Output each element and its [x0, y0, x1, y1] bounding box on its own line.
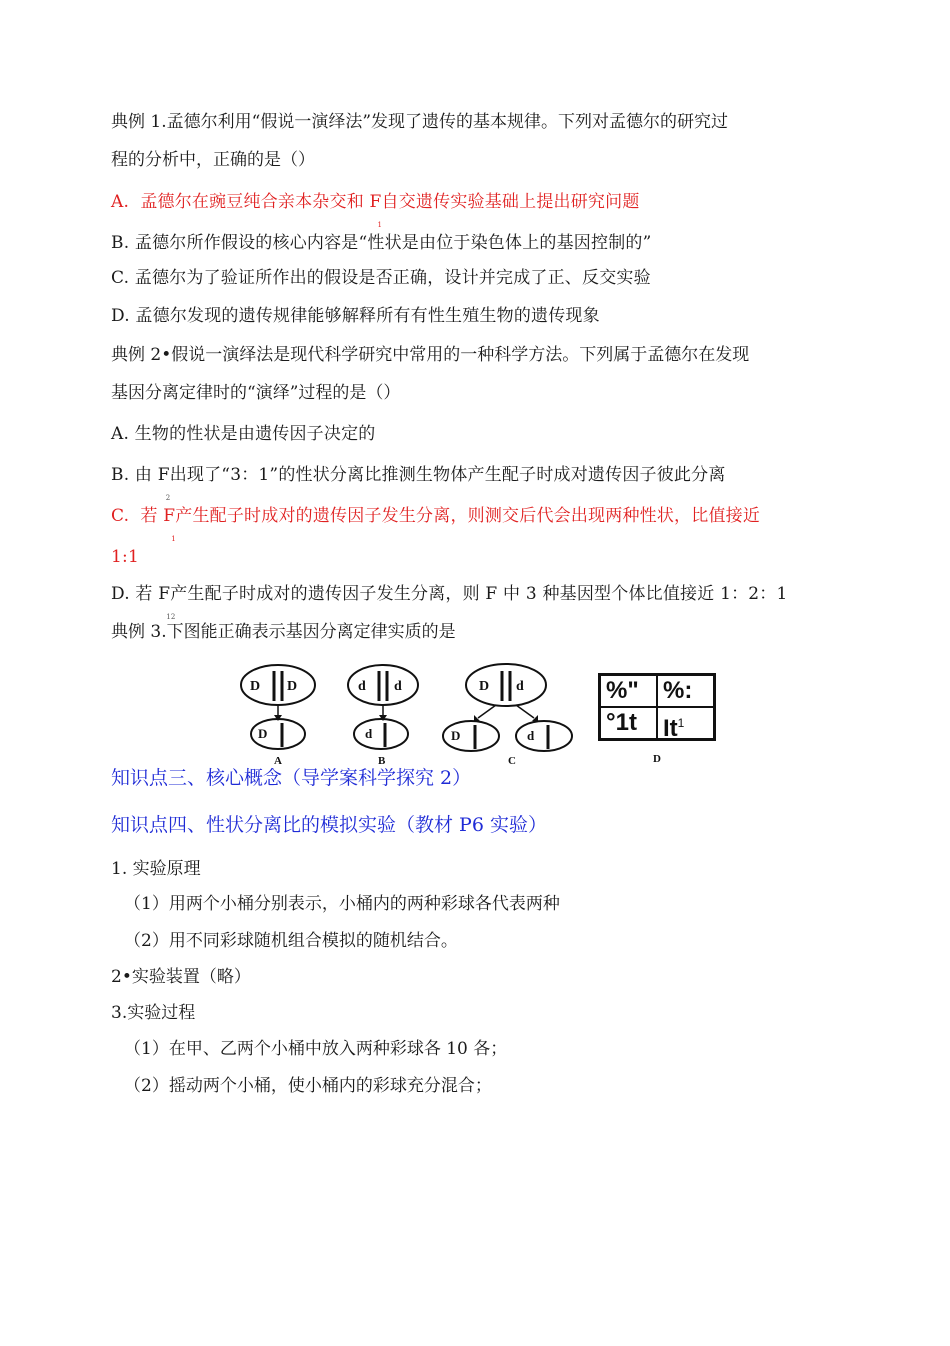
example-1-question-line-2: 程的分析中，正确的是（） [111, 150, 315, 170]
example-2-option-c-continued: 1:1 [111, 547, 139, 567]
section-3-item-1: （1）在甲、乙两个小桶中放入两种彩球各 10 各； [124, 1039, 508, 1059]
example-2-option-b [111, 463, 726, 502]
section-2-heading: 2•实验装置（略） [111, 967, 251, 987]
section-1-item-2: （2）用不同彩球随机组合模拟的随机结合。 [124, 931, 458, 951]
subscript: 1 [377, 221, 383, 229]
section-1-item-1: （1）用两个小桶分别表示，小桶内的两种彩球各代表两种 [124, 894, 560, 914]
diagram-a [241, 665, 315, 767]
diagram-c [443, 664, 572, 767]
option-c-text-pre: 若 F [140, 506, 176, 526]
diagram-label-b: B [378, 755, 386, 767]
allele-label: d [527, 728, 535, 743]
subscript: 2 [165, 494, 171, 502]
example-1-option-a [111, 190, 640, 229]
diagram-label-d: D [653, 753, 661, 765]
example-1-option-d: D. 孟德尔发现的遗传规律能够解释所有有性生殖生物的遗传现象 [111, 306, 600, 326]
example-3-question: 典例 3.下图能正确表示基因分离定律实质的是 [111, 622, 456, 642]
option-b-text-pre: B. 由 F [111, 465, 170, 485]
example-1-question-line-1: 典例 1.孟德尔利用“假说一演绎法”发现了遗传的基本规律。下列对孟德尔的研究过 [111, 112, 729, 132]
example-2-option-c [111, 504, 761, 543]
diagram-label-a: A [274, 755, 282, 767]
option-a-text-post: 自交遗传实验基础上提出研究问题 [381, 192, 640, 212]
option-a-text-pre: 孟德尔在豌豆纯合亲本杂交和 F [140, 192, 382, 212]
diagram-b [348, 665, 418, 767]
allele-separation-figure [238, 663, 718, 768]
table-cell [657, 707, 714, 739]
diagram-d-table [598, 673, 716, 741]
option-d-text-pre: D. 若 F [111, 584, 171, 604]
allele-label: d [394, 679, 402, 694]
allele-label: D [451, 728, 461, 743]
table-cell: %" [600, 675, 657, 707]
example-2-option-d [111, 582, 788, 621]
allele-label: D [258, 726, 268, 741]
option-b-text-post: 出现了“3：1”的性状分离比推测生物体产生配子时成对遗传因子彼此分离 [169, 465, 726, 485]
table-cell-text: It [663, 715, 678, 739]
allele-label: D [287, 679, 298, 694]
allele-label: d [365, 726, 373, 741]
subscript: 12 [166, 613, 176, 621]
allele-label: d [358, 679, 366, 694]
section-1-heading: 1. 实验原理 [111, 859, 201, 879]
option-d-text-post: 产生配子时成对的遗传因子发生分离，则 F 中 3 种基因型个体比值接近 1：2：1 [170, 584, 788, 604]
option-c-text-post: 产生配子时成对的遗传因子发生分离，则测交后代会出现两种性状，比值接近 [175, 506, 761, 526]
table-cell-superscript: 1 [677, 716, 685, 730]
example-2-question-line-1: 典例 2•假说一演绎法是现代科学研究中常用的一种科学方法。下列属于孟德尔在发现 [111, 345, 750, 365]
example-1-option-b: B. 孟德尔所作假设的核心内容是“性状是由位于染色体上的基因控制的” [111, 233, 652, 253]
option-a-label: A. [111, 192, 130, 212]
subscript: 1 [171, 535, 176, 543]
example-2-option-a: A. 生物的性状是由遗传因子决定的 [111, 424, 376, 444]
example-2-question-line-2: 基因分离定律时的“演绎”过程的是（） [111, 383, 401, 403]
allele-label: D [479, 679, 490, 694]
knowledge-point-4-heading: 知识点四、性状分离比的模拟实验（教材 P6 实验） [111, 814, 547, 836]
table-cell: °1t [600, 707, 657, 739]
section-3-heading: 3.实验过程 [111, 1003, 196, 1023]
allele-label: D [250, 679, 261, 694]
example-1-option-c: C. 孟德尔为了验证所作出的假设是否正确，设计并完成了正、反交实验 [111, 268, 651, 288]
knowledge-point-3-heading: 知识点三、核心概念（导学案科学探究 2） [111, 767, 472, 789]
table-cell: %: [657, 675, 714, 707]
diagram-label-c: C [508, 755, 516, 767]
allele-label: d [516, 679, 524, 694]
section-3-item-2: （2）摇动两个小桶，使小桶内的彩球充分混合； [124, 1076, 492, 1096]
option-c-label: C. [111, 506, 130, 526]
